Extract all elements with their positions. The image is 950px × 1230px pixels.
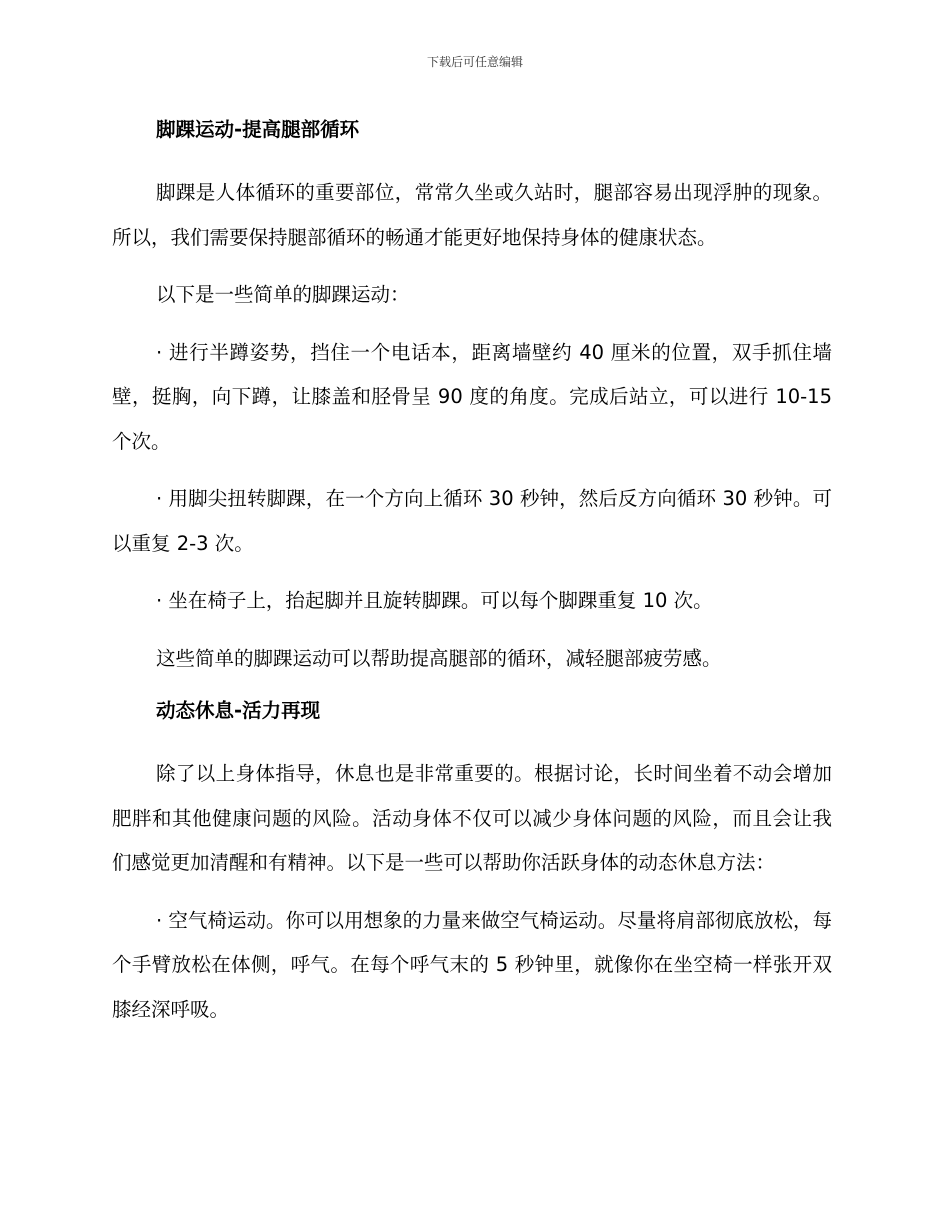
section-ankle-exercise [112, 113, 832, 681]
paragraph: 这些简单的脚踝运动可以帮助提高腿部的循环，减轻腿部疲劳感。 [156, 646, 722, 670]
paragraph: 脚踝是人体循环的重要部位，常常久坐或久站时，腿部容易出现浮肿的现象。所以，我们需要保持腿部循环的畅通才能更好地保持身体的健康状态。 [112, 181, 832, 249]
page-header: 下载后可任意编辑 [426, 55, 523, 69]
section-heading: 脚踝运动-提高腿部循环 [156, 118, 360, 141]
list-item: · 空气椅运动。你可以用想象的力量来做空气椅运动。尽量将肩部彻底放松，每个手臂放松在体侧，呼气。在每个呼气末的 5 秒钟里，就像你在坐空椅一样张开双膝经深呼吸。 [112, 908, 832, 1021]
section-dynamic-rest [112, 694, 832, 1032]
list-item: · 进行半蹲姿势，挡住一个电话本，距离墙壁约 40 厘米的位置，双手抓住墙壁，挺胸，向下蹲，让膝盖和胫骨呈 90 度的角度。完成后站立，可以进行 10-15 个次。 [112, 340, 832, 453]
document-body [112, 113, 832, 1045]
section-heading: 动态休息-活力再现 [156, 699, 321, 722]
paragraph: 以下是一些简单的脚踝运动： [156, 283, 410, 306]
list-item: · 用脚尖扭转脚踝，在一个方向上循环 30 秒钟，然后反方向循环 30 秒钟。可以重复 2-3 次。 [112, 487, 832, 555]
paragraph: 除了以上身体指导，休息也是非常重要的。根据讨论，长时间坐着不动会增加肥胖和其他健康问题的风险。活动身体不仅可以减少身体问题的风险，而且会让我们感觉更加清醒和有精神。以下是一些可以帮助你活跃身体的动态休息方法： [112, 762, 832, 874]
list-item: · 坐在椅子上，抬起脚并且旋转脚踝。可以每个脚踝重复 10 次。 [156, 589, 713, 612]
